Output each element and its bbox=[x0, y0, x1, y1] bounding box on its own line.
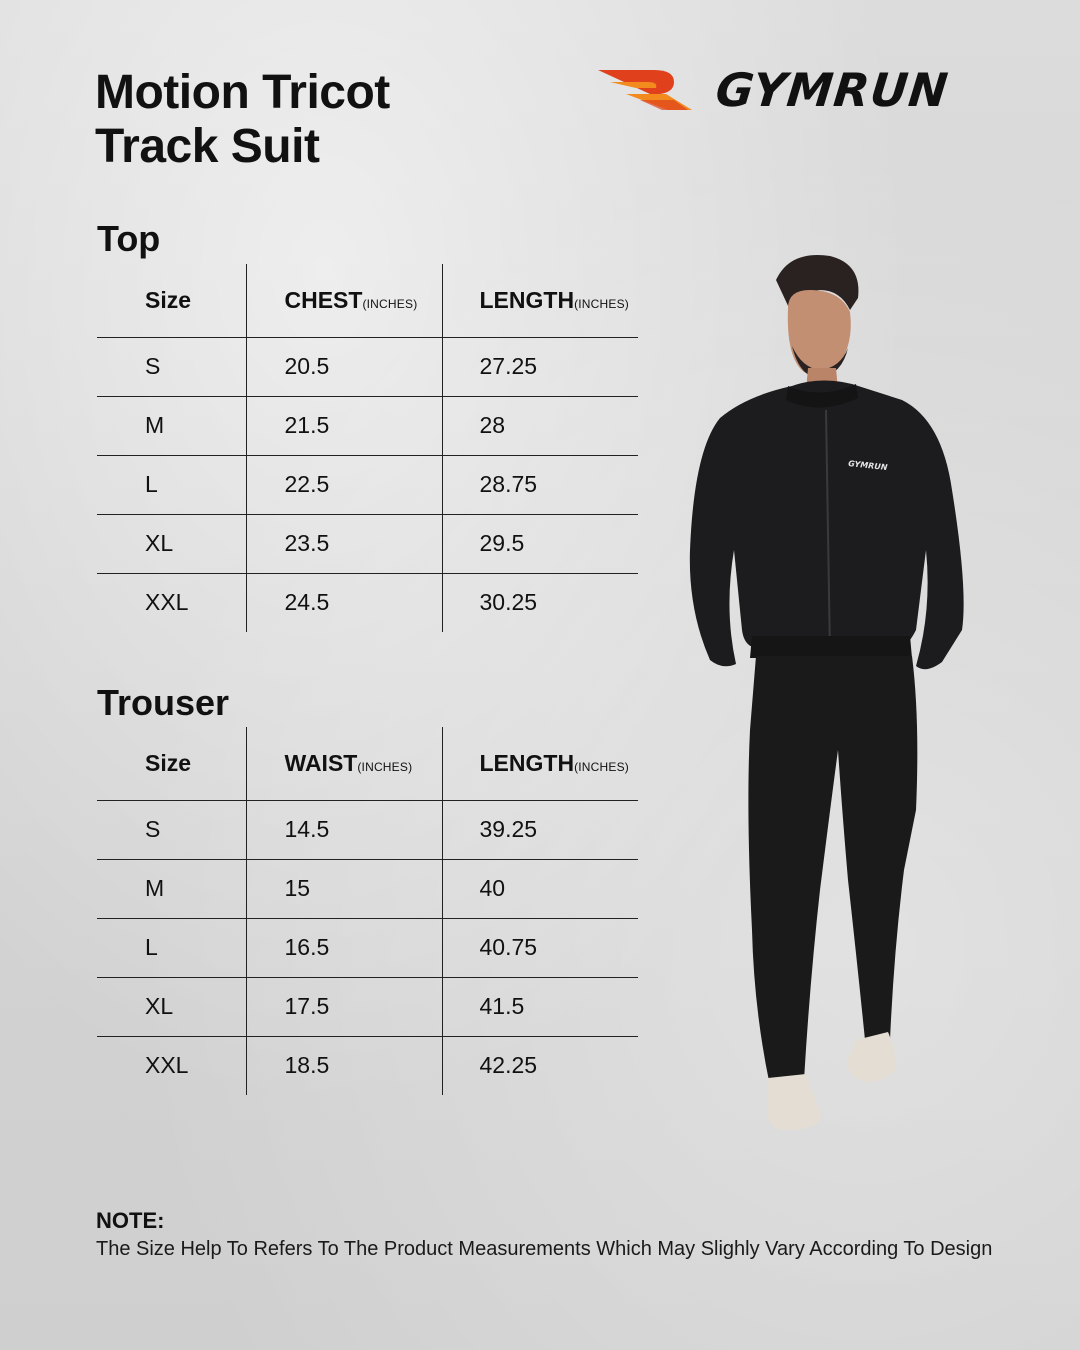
top-size-table bbox=[97, 264, 638, 632]
table-row bbox=[97, 977, 638, 1036]
model-photo bbox=[680, 250, 980, 1140]
header-length bbox=[442, 727, 638, 800]
header-chest-unit: (INCHES) bbox=[362, 296, 418, 311]
table-row bbox=[97, 859, 638, 918]
header-chest bbox=[246, 264, 442, 337]
table-row bbox=[97, 1036, 638, 1095]
trouser-size-table bbox=[97, 727, 638, 1095]
header-waist-label: WAIST bbox=[284, 749, 358, 776]
page-title-line2: Track Suit bbox=[95, 120, 320, 173]
cell-waist: 14.5 bbox=[246, 800, 442, 859]
cell-size: XL bbox=[97, 977, 246, 1036]
table-row bbox=[97, 918, 638, 977]
cell-length: 39.25 bbox=[442, 800, 638, 859]
cell-waist: 15 bbox=[246, 859, 442, 918]
table-row bbox=[97, 573, 638, 632]
header-length-label: LENGTH bbox=[479, 286, 575, 313]
table-row bbox=[97, 514, 638, 573]
table-row bbox=[97, 800, 638, 859]
note-text: The Size Help To Refers To The Product Measurements Which May Slighly Vary According To Design bbox=[96, 1238, 993, 1260]
cell-chest: 24.5 bbox=[246, 573, 442, 632]
cell-size: S bbox=[97, 800, 246, 859]
cell-length: 41.5 bbox=[442, 977, 638, 1036]
header-length bbox=[442, 264, 638, 337]
header-chest-label: CHEST bbox=[284, 286, 363, 313]
header-size: Size bbox=[97, 264, 246, 337]
page-title bbox=[95, 66, 390, 174]
cell-size: S bbox=[97, 337, 246, 396]
cell-size: XXL bbox=[145, 1052, 189, 1079]
top-section-title: Top bbox=[97, 218, 161, 259]
header-length-label: LENGTH bbox=[479, 749, 575, 776]
cell-chest: 20.5 bbox=[246, 337, 442, 396]
header-length-unit: (INCHES) bbox=[574, 759, 629, 774]
cell-waist: 16.5 bbox=[246, 918, 442, 977]
cell-length: 40 bbox=[442, 859, 638, 918]
cell-length: 30.25 bbox=[442, 573, 638, 632]
brand-name: GYMRUN bbox=[713, 63, 952, 117]
table-header-row bbox=[97, 264, 638, 337]
cell-chest: 23.5 bbox=[246, 514, 442, 573]
cell-chest: 22.5 bbox=[246, 455, 442, 514]
cell-length: 28.75 bbox=[442, 455, 638, 514]
header-waist bbox=[246, 727, 442, 800]
cell-length: 27.25 bbox=[442, 337, 638, 396]
cell-length: 42.25 bbox=[442, 1036, 638, 1095]
table-row bbox=[97, 396, 638, 455]
cell-length: 40.75 bbox=[442, 918, 638, 977]
header-size: Size bbox=[97, 727, 246, 800]
header-waist-unit: (INCHES) bbox=[357, 759, 413, 774]
page-title-line1: Motion Tricot bbox=[95, 66, 390, 119]
cell-size: M bbox=[97, 859, 246, 918]
trouser-section-title: Trouser bbox=[97, 682, 230, 723]
cell-size: M bbox=[97, 396, 246, 455]
note-label: NOTE: bbox=[96, 1208, 165, 1233]
table-header-row bbox=[97, 727, 638, 800]
cell-length: 28 bbox=[442, 396, 638, 455]
cell-size: XXL bbox=[145, 589, 189, 616]
cell-waist: 18.5 bbox=[246, 1036, 442, 1095]
table-row bbox=[97, 337, 638, 396]
cell-size: XL bbox=[97, 514, 246, 573]
cell-size: L bbox=[97, 455, 246, 514]
header-length-unit: (INCHES) bbox=[574, 296, 629, 311]
cell-chest: 21.5 bbox=[246, 396, 442, 455]
brand-logo bbox=[596, 64, 986, 116]
gymrun-logo-icon bbox=[596, 66, 696, 114]
jacket-logo-text: GYMRUN bbox=[847, 459, 888, 473]
table-row bbox=[97, 455, 638, 514]
cell-waist: 17.5 bbox=[246, 977, 442, 1036]
cell-length: 29.5 bbox=[442, 514, 638, 573]
cell-size: L bbox=[97, 918, 246, 977]
